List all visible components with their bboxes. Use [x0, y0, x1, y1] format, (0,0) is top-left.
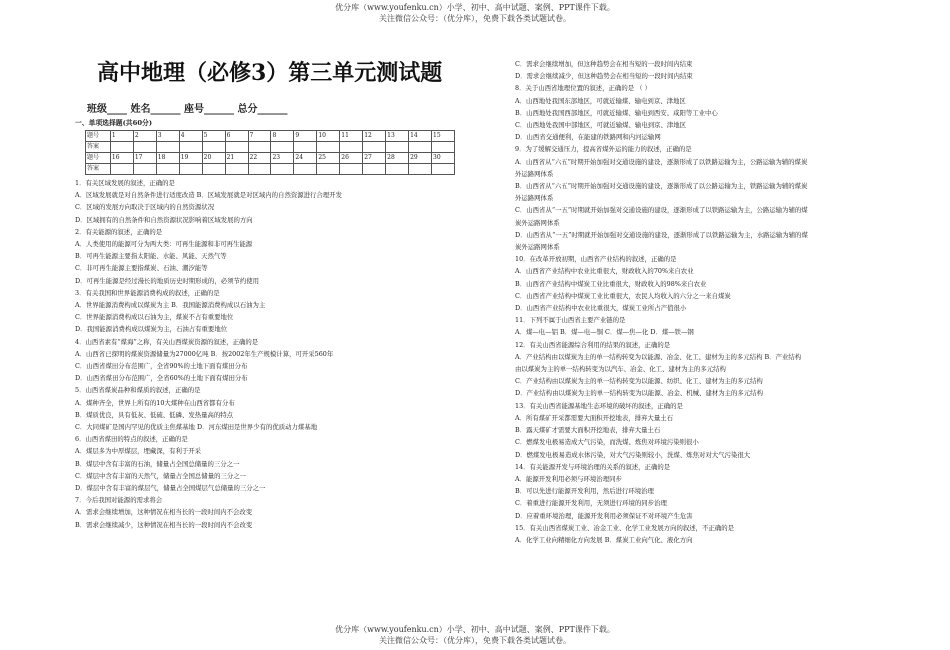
- question-number: 23: [271, 153, 294, 164]
- question-line: B．可再生能源主要指太阳能、水能、风能、天然气等: [75, 252, 227, 261]
- question-line: 6．山西省煤田的特点的叙述，正确的是: [75, 435, 188, 444]
- row-label: 题号: [86, 153, 111, 164]
- answer-table-row: [86, 131, 455, 142]
- answer-cell[interactable]: [340, 142, 363, 153]
- question-number: 16: [110, 153, 133, 164]
- question-number: 25: [317, 153, 340, 164]
- question-line: C．山西省煤田分布范围广，全省90%的土地下面有煤田分布: [75, 362, 248, 371]
- row-label: 答案: [86, 164, 111, 175]
- question-number: 12: [363, 131, 386, 142]
- header-line-2: 关注微信公众号：（优分库），免费下载各类试题试卷。: [379, 14, 571, 23]
- answer-cell[interactable]: [248, 142, 271, 153]
- question-line: D．区域拥有的自然条件和自然资源状况影响着区域发展的方向: [75, 215, 253, 224]
- question-line: 外运路网体系: [515, 169, 554, 178]
- answer-cell[interactable]: [133, 164, 156, 175]
- question-number: 8: [271, 131, 294, 142]
- answer-cell[interactable]: [432, 142, 455, 153]
- question-line: C．产业结构由以煤炭为主的单一结构转变为以能源、纺织、化工、建材为主的多元结构: [515, 377, 763, 386]
- question-line: 7．今后我国对能源的需求将会: [75, 496, 163, 505]
- question-line: 14．有关能源开发与环境治理的关系的叙述，正确的是: [515, 462, 671, 471]
- question-line: D．山西省产业结构中农业比重很大，煤炭工业所占产值很小: [515, 304, 687, 313]
- question-number: 22: [248, 153, 271, 164]
- question-line: A．产业结构由以煤炭为主的单一结构转变为以能源、冶金、化工、建材为主的多元结构 B．产业结构: [515, 352, 802, 361]
- question-line: B．可以先进行能源开发利用，然后进行环境治理: [515, 487, 654, 496]
- question-line: 炭外运路网体系: [515, 243, 560, 252]
- question-line: D．山西省从“一五”时期就开始加强对交通设施的建设，逐渐形成了以铁路运输为主，水路运输为辅的煤: [515, 230, 808, 239]
- question-number: 17: [133, 153, 156, 164]
- footer-line-1: 优分库（www.youfenku.cn）小学、初中、高中试题、案例、PPT课件下载。: [335, 625, 615, 634]
- question-line: A．需求会继续增加，这种情况在相当长的一段时间内不会改变: [75, 508, 253, 517]
- question-line: A．所有煤矿开采都需要大面积开挖地表，排弃大量土石: [515, 413, 673, 422]
- question-line: D．应着重环境治理，能源开发利用必须保证不对环境产生危害: [515, 511, 693, 520]
- question-line: A．区域发展就是对自然条件进行适度改造 B．区域发展就是对区域内的自然资源进行合理开发: [75, 191, 342, 200]
- question-number: 14: [409, 131, 432, 142]
- question-line: A．煤—电—铝 B．煤—电—铜 C．煤—焦—化 D．煤—铁—钢: [515, 328, 694, 337]
- answer-table: [85, 130, 455, 175]
- header-line-1: 优分库（www.youfenku.cn）小学、初中、高中试题、案例、PPT课件下载。: [335, 3, 615, 12]
- answer-table-row: [86, 164, 455, 175]
- answer-cell[interactable]: [317, 142, 340, 153]
- question-line: 1．有关区域发展的叙述，正确的是: [75, 179, 175, 187]
- question-line: 炭外运路网体系: [515, 218, 560, 227]
- answer-cell[interactable]: [363, 142, 386, 153]
- question-line: 3．有关我国和世界能源消费构成的叙述，正确的是: [75, 288, 220, 297]
- answer-cell[interactable]: [386, 142, 409, 153]
- question-number: 6: [225, 131, 248, 142]
- answer-cell[interactable]: [340, 164, 363, 175]
- question-line: 8．关于山西省地理位置的叙述，正确的是 （ ）: [515, 84, 651, 93]
- question-number: 2: [133, 131, 156, 142]
- answer-cell[interactable]: [156, 164, 179, 175]
- question-line: D．燃煤发电极易造成水体污染，对大气污染则较小，洗煤、炼焦对对大气污染很大: [515, 450, 751, 459]
- answer-cell[interactable]: [110, 164, 133, 175]
- answer-table-row: [86, 142, 455, 153]
- question-number: 28: [386, 153, 409, 164]
- question-line: 外运路网体系: [515, 194, 554, 203]
- question-number: 20: [202, 153, 225, 164]
- question-number: 19: [179, 153, 202, 164]
- question-line: A．山西省产业结构中农业比重很大，财政收入的70%来自农业: [515, 267, 694, 276]
- answer-cell[interactable]: [432, 164, 455, 175]
- question-line: 12．有关山西省能源综合利用的结果的叙述，正确的是: [515, 340, 671, 349]
- answer-cell[interactable]: [248, 164, 271, 175]
- question-line: B．山西省从“六五”时期开始加强对交通设施的建设，逐渐形成了以公路运输为主，铁路运输为辅的煤炭: [515, 182, 808, 191]
- question-line: C．山西省从“一五”时期就开始加强对交通设施的建设，逐渐形成了以铁路运输为主，公路运输为辅的煤: [515, 206, 808, 215]
- question-line: D．我国能源消费构成以煤炭为主，石油占有重要地位: [75, 325, 228, 334]
- answer-cell[interactable]: [294, 142, 317, 153]
- answer-cell[interactable]: [409, 164, 432, 175]
- answer-cell[interactable]: [156, 142, 179, 153]
- question-line: B．煤层中含有丰富的石油，储量占全国总储量的三分之一: [75, 459, 240, 468]
- answer-cell[interactable]: [133, 142, 156, 153]
- question-line: A．化学工业向精细化方向发展 B．煤炭工业向气化、液化方向: [515, 535, 693, 544]
- question-number: 27: [363, 153, 386, 164]
- question-line: C．燃煤发电极易造成大气污染，而洗煤、炼焦对环境污染则很小: [515, 438, 699, 447]
- question-line: A．山西省已探明的煤炭资源储量为27000亿吨 B．按2002年生产规模计算，可开采560年: [75, 349, 334, 358]
- student-info-line: 班级____ 姓名______ 座号______ 总分______: [87, 104, 288, 115]
- question-line: D．山西省煤田分布范围广，全省60%的土地下面有煤田分布: [75, 374, 248, 383]
- answer-cell[interactable]: [110, 142, 133, 153]
- question-line: B．需求会继续减少，这种情况在相当长的一段时间内不会改变: [75, 520, 253, 529]
- question-line: 9．为了缓解交通压力，提高省煤外运的能力的叙述，正确的是: [515, 145, 692, 154]
- question-line: 2．有关能源的叙述，正确的是: [75, 227, 163, 236]
- question-number: 1: [110, 131, 133, 142]
- question-line: B．煤质优良，具有低灰、低硫、低磷、发热量高的特点: [75, 410, 234, 419]
- question-line: B．山西地处我国西部地区，可就近输煤、输电到西安、咸阳等工业中心: [515, 108, 718, 117]
- question-line: C．非可再生能源主要指煤炭、石油、潮汐能等: [75, 264, 208, 273]
- question-line: C．山西省产业结构中煤炭工业比重很大，农民人均收入的六分之一来自煤炭: [515, 291, 731, 300]
- question-line: A．煤层多为中厚煤层，埋藏深，有利于开采: [75, 447, 202, 456]
- question-number: 7: [248, 131, 271, 142]
- answer-cell[interactable]: [202, 164, 225, 175]
- answer-cell[interactable]: [202, 142, 225, 153]
- answer-cell[interactable]: [294, 164, 317, 175]
- question-line: 4．山西省素有“煤海”之称，有关山西煤炭资源的叙述，正确的是: [75, 337, 259, 346]
- question-number: 4: [179, 131, 202, 142]
- page-header: [0, 2, 950, 24]
- question-line: C．煤层中含有丰富的天然气，储量占全国总储量的三分之一: [75, 471, 247, 480]
- answer-cell[interactable]: [179, 142, 202, 153]
- question-line: 5．山西省煤炭品种和煤质的叙述，正确的是: [75, 386, 201, 395]
- question-line: D．产业结构由以煤炭为主的单一结构转变为以能源、冶金、机械、建材为主的多元结构: [515, 389, 763, 398]
- question-line: A．世界能源消费构成以煤炭为主 B．我国能源消费构成以石油为主: [75, 301, 266, 310]
- answer-cell[interactable]: [271, 142, 294, 153]
- question-number: 13: [386, 131, 409, 142]
- question-line: A．能源开发利用必须与环境治理同步: [515, 474, 622, 483]
- question-number: 24: [294, 153, 317, 164]
- page-footer: [0, 624, 950, 646]
- answer-cell[interactable]: [225, 142, 248, 153]
- question-number: 9: [294, 131, 317, 142]
- question-line: C．山西地处我国中部地区，可就近输煤、输电到京、津地区: [515, 121, 687, 130]
- right-column: [515, 58, 890, 546]
- question-number: 5: [202, 131, 225, 142]
- answer-cell[interactable]: [179, 164, 202, 175]
- question-number: 30: [432, 153, 455, 164]
- footer-line-2: 关注微信公众号：（优分库），免费下载各类试题试卷。: [379, 636, 571, 645]
- question-line: 11．下列不属于山西省主要产业链的是: [515, 316, 626, 325]
- question-line: C．着重进行能源开发利用，无须进行环境的同步治理: [515, 499, 667, 508]
- question-line: B．露天煤矿才需要大面积开挖地表，排弃大量土石: [515, 426, 661, 435]
- question-number: 29: [409, 153, 432, 164]
- question-number: 10: [317, 131, 340, 142]
- page-title: 高中地理（必修3）第三单元测试题: [97, 60, 443, 86]
- question-line: A．山西省从“六五”时期开始加强对交通设施的建设，逐渐形成了以铁路运输为主，公路运输为辅的煤炭: [515, 157, 808, 166]
- section-title: 一、单项选择题(共60分): [75, 119, 153, 127]
- answer-cell[interactable]: [271, 164, 294, 175]
- question-line: D．山西省交通便利，在能建的铁路网和内河运输网: [515, 133, 661, 142]
- question-line: 13．有关山西省能源基地生态环境的破坏的叙述，正确的是: [515, 401, 683, 410]
- answer-table-row: [86, 153, 455, 164]
- question-number: 3: [156, 131, 179, 142]
- question-line: B．山西省产业结构中煤炭工业比重很大，财政收入的98%来自农业: [515, 279, 707, 288]
- question-line: C．需求会继续增加，但这种趋势会在相当短的一段时间内结束: [515, 60, 693, 68]
- question-line: C．世界能源消费构成以石油为主，煤炭不占有重要地位: [75, 313, 234, 322]
- question-line: D．可再生能源是经过漫长的地质历史时期形成的，必须节约使用: [75, 276, 260, 285]
- question-line: A．山西地处我国东部地区，可就近输煤、输电到京、津地区: [515, 96, 686, 105]
- question-number: 26: [340, 153, 363, 164]
- answer-cell[interactable]: [386, 164, 409, 175]
- right-question-list: [515, 58, 890, 546]
- answer-cell[interactable]: [317, 164, 340, 175]
- answer-cell[interactable]: [363, 164, 386, 175]
- question-line: D．需求会继续减少，但这种趋势会在相当短的一段时间内结束: [515, 72, 693, 81]
- question-line: 15．有关山西省煤炭工业、冶金工业、化学工业发展方向的叙述，不正确的是: [515, 523, 735, 532]
- question-line: C．大同煤矿是国内罕见的优质主焦煤基地 D．河东煤田是世界少有的优质动力煤基地: [75, 423, 318, 432]
- question-line: C．区域的发展方向取决于区域内的自然资源状况: [75, 203, 215, 212]
- question-line: 由以煤炭为主的单一结构转变为以汽车、冶金、化工、建材为主的多元结构: [515, 365, 726, 374]
- question-line: A．煤种齐全，世界上所有的10大煤种在山西省都有分布: [75, 398, 235, 407]
- row-label: 题号: [86, 131, 111, 142]
- question-number: 15: [432, 131, 455, 142]
- left-column: [75, 58, 455, 531]
- row-label: 答案: [86, 142, 111, 153]
- question-number: 18: [156, 153, 179, 164]
- question-line: A．人类使用的能源可分为两大类：可再生能源和非可再生能源: [75, 240, 253, 249]
- question-line: D．煤层中含有丰富的煤层气，储量占全国煤层气总储量的三分之一: [75, 484, 266, 493]
- question-number: 11: [340, 131, 363, 142]
- answer-cell[interactable]: [225, 164, 248, 175]
- answer-cell[interactable]: [409, 142, 432, 153]
- left-question-list: [75, 177, 455, 531]
- question-number: 21: [225, 153, 248, 164]
- question-line: 10．在改革开放初期，山西省产业结构的叙述，正确的是: [515, 255, 677, 264]
